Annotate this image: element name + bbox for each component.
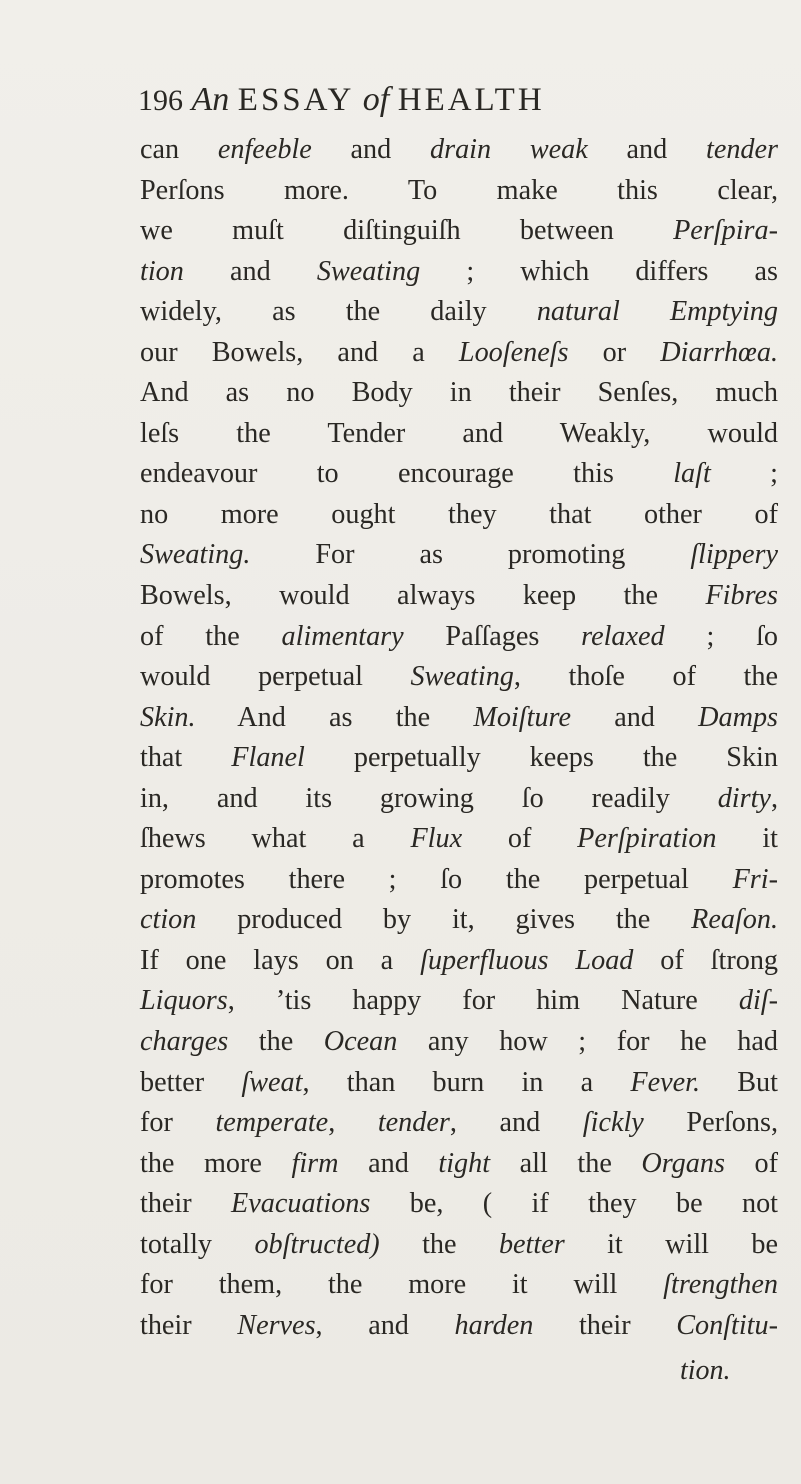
italic-segment: relaxed	[581, 620, 665, 652]
italic-segment: firm	[291, 1147, 339, 1179]
text-segment: , and	[449, 1107, 583, 1139]
text-segment: of	[724, 1147, 778, 1179]
italic-segment: tender	[377, 1107, 450, 1139]
italic-segment: ction	[140, 904, 197, 936]
text-segment: totally	[140, 1228, 255, 1260]
italic-segment: ſuperfluous Load	[420, 944, 634, 976]
italic-segment: diſ-	[738, 985, 778, 1017]
text-segment: ,	[770, 782, 778, 814]
text-segment: , and	[315, 1309, 455, 1341]
italic-segment: charges	[140, 1026, 229, 1058]
italic-segment: Organs	[641, 1147, 725, 1179]
text-line	[140, 130, 778, 171]
catchword: tion.	[680, 1355, 731, 1386]
italic-segment: ſickly	[582, 1107, 644, 1139]
italic-segment: Fri-	[732, 863, 778, 895]
text-segment: and	[311, 134, 430, 165]
body-text	[140, 130, 778, 1346]
text-line	[140, 1265, 778, 1306]
italic-segment: obſtructed)	[254, 1228, 380, 1260]
italic-segment: Nerves	[237, 1309, 316, 1341]
text-segment: perpetually keeps the Skin	[304, 742, 778, 774]
text-segment: be, ( if they be not	[370, 1188, 778, 1220]
text-segment: For as promoting	[250, 539, 691, 571]
text-segment: in, and its growing ſo readily	[140, 782, 718, 814]
italic-segment: natural Emptying	[536, 296, 778, 328]
text-segment: any how ; for he had	[397, 1026, 779, 1058]
text-line	[140, 211, 778, 252]
text-segment: for them, the more it will	[140, 1269, 664, 1301]
text-segment: and	[183, 255, 317, 287]
italic-segment: Conſtitu-	[676, 1309, 778, 1341]
italic-segment: drain weak	[430, 134, 588, 165]
text-line	[140, 860, 778, 901]
italic-segment: Sweating.	[140, 539, 251, 571]
text-segment: But	[700, 1066, 778, 1098]
italic-segment: harden	[454, 1309, 534, 1341]
text-segment: we muſt diſtinguiſh between	[140, 215, 674, 247]
text-segment: their	[140, 1188, 232, 1220]
text-line	[140, 1306, 778, 1347]
text-segment: and	[570, 701, 699, 733]
text-line	[140, 171, 778, 212]
text-segment: ,	[328, 1107, 378, 1139]
text-segment: or	[568, 336, 661, 368]
text-segment: their	[533, 1309, 677, 1341]
italic-segment: Reaſon.	[691, 904, 778, 936]
text-segment: their	[140, 1309, 238, 1341]
italic-segment: Looſeneſs	[458, 336, 569, 368]
text-segment: widely, as the daily	[140, 296, 537, 328]
text-line	[140, 617, 778, 658]
text-line	[140, 576, 778, 617]
text-segment: the	[379, 1228, 499, 1260]
italic-segment: Skin.	[140, 701, 196, 733]
text-segment: If one lays on a	[140, 944, 421, 976]
text-line	[140, 1103, 778, 1144]
italic-segment: Perſpiration	[577, 823, 717, 855]
text-segment: , ’tis happy for him Nature	[227, 985, 739, 1017]
text-segment: promotes there ; ſo the perpetual	[140, 863, 733, 895]
header-title-of: of	[362, 81, 390, 118]
text-segment: it will be	[564, 1228, 779, 1260]
text-segment: And as the	[195, 701, 474, 733]
text-segment: ;	[710, 458, 778, 490]
italic-segment: Fibres	[705, 580, 778, 612]
text-line	[140, 495, 778, 536]
italic-segment: Moiſture	[473, 701, 571, 733]
italic-segment: Perſpira-	[673, 215, 778, 247]
text-line	[140, 698, 778, 739]
italic-segment: Diarrhœa.	[660, 336, 778, 368]
page-number: 196	[138, 84, 183, 117]
italic-segment: dirty	[717, 782, 771, 814]
italic-segment: Ocean	[323, 1026, 398, 1058]
text-segment: and	[587, 134, 706, 165]
header-title-an: An	[191, 81, 230, 118]
italic-segment: Fever.	[630, 1066, 701, 1098]
text-segment: that	[140, 742, 232, 774]
text-segment: of	[462, 823, 578, 855]
text-line	[140, 252, 778, 293]
text-segment: ſhews what a	[140, 823, 411, 855]
header-title-essay: ESSAY	[237, 82, 355, 118]
text-line	[140, 1022, 778, 1063]
italic-segment: temperate	[215, 1107, 329, 1139]
italic-segment: Evacuations	[231, 1188, 371, 1220]
italic-segment: alimentary	[281, 620, 404, 652]
italic-segment: enfeeble	[217, 134, 312, 165]
text-line	[140, 1144, 778, 1185]
text-line	[140, 941, 778, 982]
italic-segment: tight	[438, 1147, 491, 1179]
text-line	[140, 373, 778, 414]
text-segment: and	[338, 1147, 439, 1179]
header-title-health: HEALTH	[397, 82, 545, 118]
text-line	[140, 657, 778, 698]
text-line	[140, 292, 778, 333]
text-segment: Perſons more. To make this clear,	[140, 174, 778, 206]
text-line	[140, 535, 778, 576]
italic-segment: Liquors	[140, 985, 228, 1017]
text-segment: , thoſe of the	[513, 661, 778, 693]
text-line	[140, 819, 778, 860]
text-segment: ; ſo	[664, 620, 779, 652]
text-line	[140, 1225, 778, 1266]
italic-segment: tion	[140, 255, 184, 287]
text-segment: the more	[140, 1147, 292, 1179]
italic-segment: Flux	[410, 823, 463, 855]
text-segment: leſs the Tender and Weakly, would	[140, 417, 778, 449]
italic-segment: ſlippery	[690, 539, 778, 571]
text-line	[140, 1184, 778, 1225]
italic-segment: ſtrengthen	[663, 1269, 778, 1301]
text-line	[140, 779, 778, 820]
text-line	[140, 981, 778, 1022]
text-line	[140, 1063, 778, 1104]
text-segment: the	[228, 1026, 324, 1058]
italic-segment: laſt	[673, 458, 711, 490]
text-segment: produced by it, gives the	[196, 904, 692, 936]
text-line	[140, 900, 778, 941]
text-segment: Bowels, would always keep the	[140, 580, 706, 612]
italic-segment: ſweat	[241, 1066, 303, 1098]
text-segment: endeavour to encourage this	[140, 458, 674, 490]
text-segment: Paſſages	[403, 620, 582, 652]
text-line	[140, 333, 778, 374]
text-line	[140, 454, 778, 495]
text-segment: our Bowels, and a	[140, 336, 459, 368]
text-segment: Perſons,	[643, 1107, 779, 1139]
text-segment: And as no Body in their Senſes, much	[140, 377, 778, 409]
italic-segment: tender	[705, 134, 778, 165]
text-line	[140, 414, 778, 455]
italic-segment: Flanel	[231, 742, 305, 774]
italic-segment: Damps	[698, 701, 779, 733]
italic-segment: Sweating	[410, 661, 514, 693]
text-segment: , than burn in a	[302, 1066, 631, 1098]
text-segment: no more ought they that other of	[140, 498, 778, 530]
text-segment: it	[716, 823, 778, 855]
text-segment: of ſtrong	[633, 944, 779, 976]
text-line	[140, 738, 778, 779]
text-segment: would perpetual	[140, 661, 411, 693]
text-segment: ; which differs as	[420, 255, 778, 287]
italic-segment: Sweating	[316, 255, 421, 287]
text-segment: for	[140, 1107, 216, 1139]
text-segment: can	[140, 134, 218, 165]
text-segment: all the	[490, 1147, 642, 1179]
text-segment: better	[140, 1066, 242, 1098]
italic-segment: better	[498, 1228, 565, 1260]
text-segment: of the	[140, 620, 282, 652]
running-header	[138, 70, 778, 130]
